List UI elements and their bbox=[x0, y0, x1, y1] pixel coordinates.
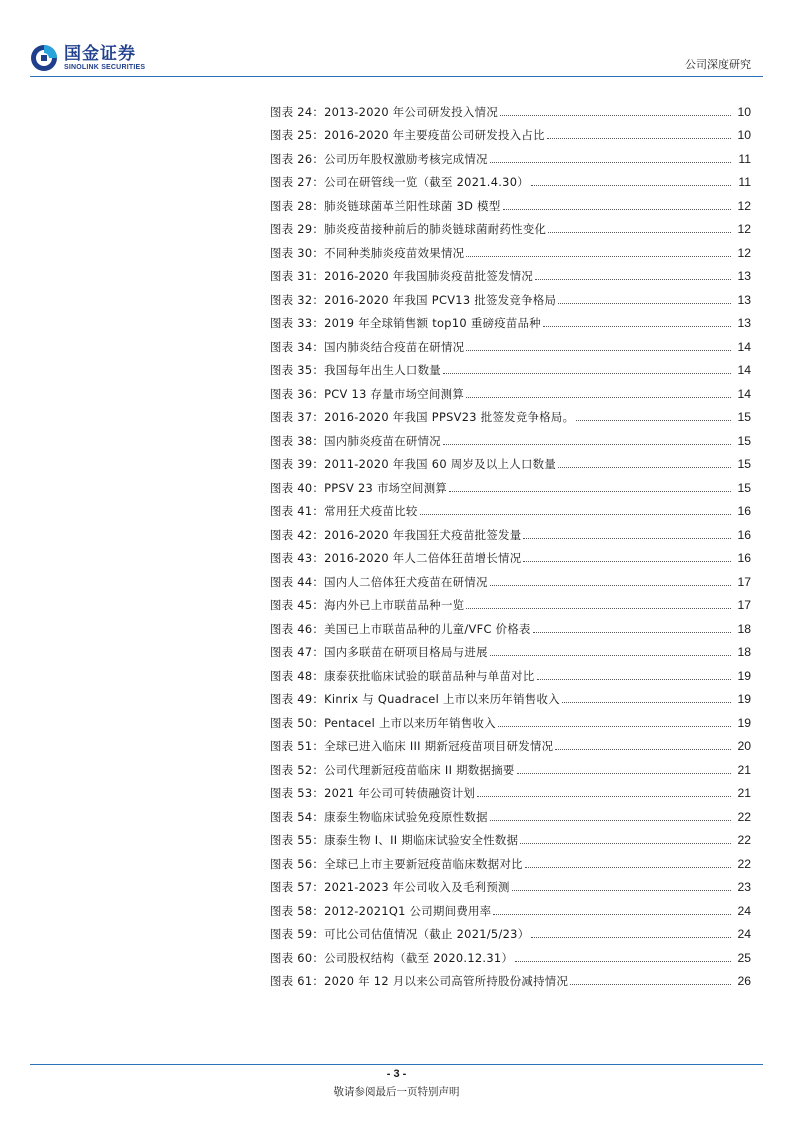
toc-leader-dots bbox=[523, 561, 731, 562]
toc-entry[interactable] bbox=[270, 965, 751, 989]
toc-entry-title: 图表 35：我国每年出生人口数量 bbox=[270, 363, 441, 377]
toc-entry[interactable] bbox=[270, 448, 751, 472]
toc-entry-title: 图表 47：国内多联苗在研项目格局与进展 bbox=[270, 645, 488, 659]
toc-leader-dots bbox=[547, 138, 731, 139]
toc-leader-dots bbox=[576, 420, 731, 421]
toc-entry-title: 图表 38：国内肺炎疫苗在研情况 bbox=[270, 433, 441, 448]
toc-leader-dots bbox=[517, 773, 731, 774]
toc-entry[interactable] bbox=[270, 894, 751, 918]
toc-leader-dots bbox=[558, 303, 731, 304]
toc-entry-title: 图表 31：2016-2020 年我国肺炎疫苗批签发情况 bbox=[270, 269, 534, 283]
toc-entry[interactable] bbox=[270, 730, 751, 754]
toc-leader-dots bbox=[490, 820, 731, 821]
toc-entry-title: 图表 46：美国已上市联苗品种的儿童/VFC 价格表 bbox=[270, 621, 531, 636]
toc-entry[interactable] bbox=[270, 236, 751, 260]
toc-leader-dots bbox=[531, 937, 731, 938]
toc-entry-title: 图表 53：2021 年公司可转债融资计划 bbox=[270, 786, 476, 800]
toc-entry-title: 图表 25：2016-2020 年主要疫苗公司研发投入占比 bbox=[270, 128, 545, 142]
toc-leader-dots bbox=[420, 514, 731, 515]
toc-entry-page: 11 bbox=[738, 175, 751, 189]
toc-entry-title: 图表 32：2016-2020 年我国 PCV13 批签发竞争格局 bbox=[270, 292, 557, 307]
toc-entry-page: 25 bbox=[737, 950, 751, 965]
toc-entry[interactable] bbox=[270, 824, 751, 848]
toc-entry-title: 图表 59：可比公司估值情况（截止 2021/5/23） bbox=[270, 927, 530, 941]
toc-entry-title: 图表 28：肺炎链球菌革兰阳性球菌 3D 模型 bbox=[270, 198, 501, 213]
toc-leader-dots bbox=[523, 538, 731, 539]
toc-entry-title: 图表 50：Pentacel 上市以来历年销售收入 bbox=[270, 715, 496, 730]
toc-entry[interactable] bbox=[270, 95, 751, 119]
toc-entry-page: 22 bbox=[737, 833, 751, 847]
toc-entry-page: 21 bbox=[737, 786, 751, 800]
toc-leader-dots bbox=[515, 961, 731, 962]
toc-leader-dots bbox=[531, 185, 731, 186]
toc-entry-page: 24 bbox=[737, 903, 751, 918]
toc-leader-dots bbox=[520, 843, 731, 844]
toc-entry[interactable] bbox=[270, 847, 751, 871]
toc-entry[interactable] bbox=[270, 800, 751, 824]
toc-leader-dots bbox=[466, 350, 731, 351]
toc-leader-dots bbox=[512, 890, 731, 891]
toc-entry-title: 图表 34：国内肺炎结合疫苗在研情况 bbox=[270, 339, 465, 354]
toc-leader-dots bbox=[500, 115, 731, 116]
toc-entry[interactable] bbox=[270, 636, 751, 660]
toc-entry-title: 图表 29：肺炎疫苗接种前后的肺炎链球菌耐药性变化 bbox=[270, 222, 547, 236]
toc-entry-title: 图表 44：国内人二倍体狂犬疫苗在研情况 bbox=[270, 574, 488, 589]
toc-leader-dots bbox=[503, 209, 731, 210]
toc-entry-title: 图表 48：康泰获批临床试验的联苗品种与单苗对比 bbox=[270, 668, 535, 683]
toc-entry-page: 26 bbox=[737, 974, 751, 988]
toc-entry-title: 图表 55：康泰生物 I、II 期临床试验安全性数据 bbox=[270, 833, 519, 847]
toc-entry-title: 图表 24：2013-2020 年公司研发投入情况 bbox=[270, 104, 499, 119]
toc-entry-page: 15 bbox=[737, 457, 751, 471]
toc-entry[interactable] bbox=[270, 260, 751, 284]
toc-leader-dots bbox=[562, 702, 731, 703]
toc-leader-dots bbox=[533, 632, 731, 633]
toc-leader-dots bbox=[543, 326, 731, 327]
toc-entry-title: 图表 26：公司历年股权激励考核完成情况 bbox=[270, 151, 488, 166]
toc-leader-dots bbox=[466, 608, 731, 609]
toc-entry-page: 15 bbox=[737, 410, 751, 424]
toc-leader-dots bbox=[558, 467, 731, 468]
toc-entry-page: 17 bbox=[737, 598, 751, 612]
toc-entry-title: 图表 43：2016-2020 年人二倍体狂苗增长情况 bbox=[270, 551, 522, 565]
toc-leader-dots bbox=[525, 867, 731, 868]
toc-entry-page: 10 bbox=[737, 104, 751, 119]
toc-entry-page: 16 bbox=[737, 504, 751, 518]
toc-entry-title: 图表 56：全球已上市主要新冠疫苗临床数据对比 bbox=[270, 856, 523, 871]
toc-leader-dots bbox=[477, 796, 731, 797]
toc-leader-dots bbox=[490, 162, 731, 163]
toc-entry-page: 19 bbox=[737, 668, 751, 683]
toc-entry-page: 16 bbox=[737, 551, 751, 565]
toc-leader-dots bbox=[449, 491, 731, 492]
toc-entry-title: 图表 27：公司在研管线一览（截至 2021.4.30） bbox=[270, 175, 529, 189]
logo-english-text: SINOLINK SECURITIES bbox=[64, 63, 146, 71]
toc-entry[interactable] bbox=[270, 683, 751, 707]
toc-entry-page: 13 bbox=[737, 292, 751, 307]
toc-entry-page: 12 bbox=[737, 245, 751, 260]
toc-entry-page: 16 bbox=[737, 527, 751, 542]
page-number: - 3 - bbox=[386, 1068, 407, 1080]
toc-entry-page: 19 bbox=[737, 692, 751, 706]
toc-entry-page: 14 bbox=[737, 363, 751, 377]
toc-entry-page: 17 bbox=[737, 574, 751, 589]
toc-entry-page: 14 bbox=[737, 386, 751, 401]
toc-entry[interactable] bbox=[270, 753, 751, 777]
toc-leader-dots bbox=[498, 726, 731, 727]
toc-leader-dots bbox=[490, 655, 731, 656]
toc-entry[interactable] bbox=[270, 918, 751, 942]
toc-entry[interactable] bbox=[270, 777, 751, 801]
toc-entry-title: 图表 49：Kinrix 与 Quadracel 上市以来历年销售收入 bbox=[270, 692, 560, 706]
toc-entry[interactable] bbox=[270, 659, 751, 683]
header-divider bbox=[30, 76, 763, 77]
toc-entry[interactable] bbox=[270, 330, 751, 354]
toc-leader-dots bbox=[535, 279, 731, 280]
toc-entry-title: 图表 33：2019 年全球销售额 top10 重磅疫苗品种 bbox=[270, 316, 541, 330]
toc-entry[interactable] bbox=[270, 354, 751, 378]
toc-entry-page: 13 bbox=[737, 269, 751, 283]
toc-leader-dots bbox=[555, 749, 731, 750]
disclaimer-note: 敬请参阅最后一页特别声明 bbox=[333, 1086, 460, 1098]
toc-entry[interactable] bbox=[270, 542, 751, 566]
toc-entry-title: 图表 52：公司代理新冠疫苗临床 II 期数据摘要 bbox=[270, 762, 515, 777]
toc-entry[interactable] bbox=[270, 871, 751, 895]
toc-entry-page: 21 bbox=[737, 762, 751, 777]
toc-entry[interactable] bbox=[270, 189, 751, 213]
toc-entry-title: 图表 54：康泰生物临床试验免疫原性数据 bbox=[270, 809, 488, 824]
toc-entry-title: 图表 40：PPSV 23 市场空间测算 bbox=[270, 480, 448, 495]
toc-leader-dots bbox=[537, 679, 731, 680]
toc-entry-page: 15 bbox=[737, 480, 751, 495]
toc-entry-page: 13 bbox=[737, 316, 751, 330]
company-logo bbox=[30, 44, 145, 72]
toc-entry[interactable] bbox=[270, 589, 751, 613]
toc-entry[interactable] bbox=[270, 283, 751, 307]
toc-leader-dots bbox=[443, 373, 731, 374]
toc-entry-page: 23 bbox=[737, 880, 751, 894]
logo-chinese-text: 国金证券 bbox=[64, 43, 136, 64]
toc-entry-page: 20 bbox=[737, 739, 751, 753]
toc-entry-page: 18 bbox=[737, 621, 751, 636]
toc-leader-dots bbox=[466, 397, 731, 398]
toc-entry-page: 15 bbox=[737, 433, 751, 448]
toc-entry-title: 图表 57：2021-2023 年公司收入及毛利预测 bbox=[270, 880, 510, 894]
toc-entry-title: 图表 30：不同种类肺炎疫苗效果情况 bbox=[270, 245, 465, 260]
sinolink-logo-icon bbox=[30, 44, 58, 72]
toc-entry-page: 11 bbox=[738, 151, 751, 166]
toc-entry[interactable] bbox=[270, 424, 751, 448]
toc-entry[interactable] bbox=[270, 706, 751, 730]
toc-entry-page: 24 bbox=[737, 927, 751, 941]
footer-divider bbox=[30, 1064, 763, 1065]
toc-entry[interactable] bbox=[270, 941, 751, 965]
toc-entry-page: 18 bbox=[737, 645, 751, 659]
report-type-label: 公司深度研究 bbox=[685, 58, 751, 71]
toc-leader-dots bbox=[493, 914, 731, 915]
toc-entry[interactable] bbox=[270, 142, 751, 166]
toc-leader-dots bbox=[466, 256, 731, 257]
toc-entry-title: 图表 61：2020 年 12 月以来公司高管所持股份减持情况 bbox=[270, 974, 569, 988]
toc-entry-page: 12 bbox=[737, 198, 751, 213]
toc-entry-title: 图表 45：海内外已上市联苗品种一览 bbox=[270, 598, 465, 612]
toc-entry-title: 图表 39：2011-2020 年我国 60 周岁及以上人口数量 bbox=[270, 457, 557, 471]
toc-entry-title: 图表 60：公司股权结构（截至 2020.12.31） bbox=[270, 950, 514, 965]
toc-entry-page: 12 bbox=[737, 222, 751, 236]
toc-entry-page: 22 bbox=[737, 856, 751, 871]
toc-entry-title: 图表 37：2016-2020 年我国 PPSV23 批签发竞争格局。 bbox=[270, 410, 575, 424]
toc-entry-page: 14 bbox=[737, 339, 751, 354]
toc-leader-dots bbox=[548, 232, 731, 233]
toc-entry-title: 图表 51：全球已进入临床 III 期新冠疫苗项目研发情况 bbox=[270, 739, 554, 753]
toc-entry[interactable] bbox=[270, 495, 751, 519]
toc-entry-page: 22 bbox=[737, 809, 751, 824]
toc-entry-title: 图表 41：常用狂犬疫苗比较 bbox=[270, 504, 418, 518]
toc-entry[interactable] bbox=[270, 471, 751, 495]
toc-entry-page: 10 bbox=[737, 128, 751, 142]
page-header bbox=[0, 0, 793, 80]
toc-entry-title: 图表 42：2016-2020 年我国狂犬疫苗批签发量 bbox=[270, 527, 522, 542]
toc-entry[interactable] bbox=[270, 518, 751, 542]
toc-entry-page: 19 bbox=[737, 715, 751, 730]
toc-leader-dots bbox=[490, 585, 731, 586]
toc-entry[interactable] bbox=[270, 401, 751, 425]
toc-entry[interactable] bbox=[270, 612, 751, 636]
toc-entry-title: 图表 36：PCV 13 存量市场空间测算 bbox=[270, 386, 465, 401]
toc-entry[interactable] bbox=[270, 565, 751, 589]
toc-entry[interactable] bbox=[270, 213, 751, 237]
figure-index-list bbox=[270, 95, 751, 988]
toc-entry[interactable] bbox=[270, 377, 751, 401]
toc-entry[interactable] bbox=[270, 166, 751, 190]
toc-leader-dots bbox=[443, 444, 731, 445]
toc-entry-title: 图表 58：2012-2021Q1 公司期间费用率 bbox=[270, 903, 492, 918]
toc-entry[interactable] bbox=[270, 307, 751, 331]
toc-leader-dots bbox=[570, 984, 731, 985]
toc-entry[interactable] bbox=[270, 119, 751, 143]
